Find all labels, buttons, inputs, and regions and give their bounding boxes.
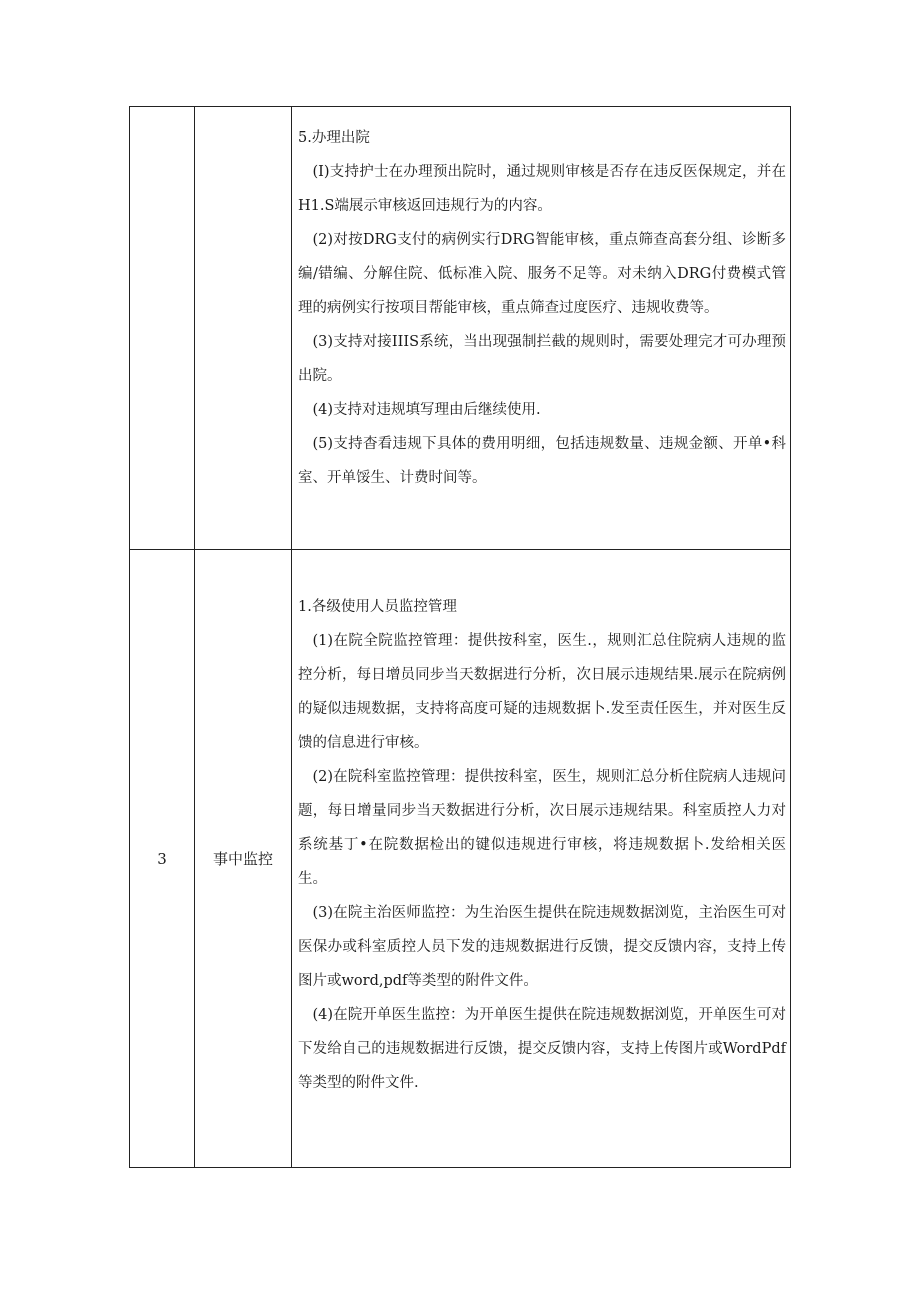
row-number-cell [130,107,195,550]
row-category-cell [195,107,292,550]
list-item: (1)在院全院监控管理：提供按科室，医生.，规则汇总住院病人违规的监控分析，每日增员同步当天数据进行分析，次日展示违规结果.展示在院病例的疑似违规数据，支持将高度可疑的违规数据卜.发至责任医生，并对医生反馈的信息进行审核。 [298,633,786,751]
table-row [130,550,791,1168]
row-number-cell: 3 [130,550,195,1168]
list-item: (2)对按DRG支付的病例实行DRG智能审核，重点筛查高套分组、诊断多编/错编、分解住院、低标准入院、服务不足等。对未纳入DRG付费模式管理的病例实行按项目帮能审核，重点筛查过度医疗、违规收费等。 [298,232,786,316]
list-item: (I)支持护士在办理预出院时，通过规则审核是否存在违反医保规定，并在H1.S端展示审核返回违规行为的内容。 [298,164,786,214]
row-content-cell [292,550,791,1168]
row-category-cell: 事中监控 [195,550,292,1168]
table-row [130,107,791,550]
section-heading: 5.办理出院 [298,130,370,146]
list-item: (2)在院科室监控管理：提供按科室，医生，规则汇总分析住院病人违规问题，每日增量同步当天数据进行分析，次日展示违规结果。科室质控人力对系统基丁•在院数据检出的键似违规进行审核，将违规数据卜.发给相关医生。 [298,769,786,887]
section-heading: 1.各级使用人员监控管理 [298,599,457,615]
list-item: (3)在院主治医师监控：为生治医生提供在院违规数据浏览，主治医生可对医保办或科室质控人员下发的违规数据进行反馈，提交反馈内容，支持上传图片或word,pdf等类型的附件文件。 [298,905,786,989]
list-item: (3)支持对接IIIS系统，当出现强制拦截的规则时，需要处理完才可办理预出院。 [298,334,786,384]
requirements-table [129,106,791,1168]
list-item: (4)支持对违规填写理由后继续使用. [312,402,541,418]
row-content-cell [292,107,791,550]
list-item: (5)支持杳看违规下具体的费用明细，包括违规数量、违规金额、开单•科室、开单馁生、计费时间等。 [298,436,786,486]
list-item: (4)在院开单医生监控：为开单医生提供在院违规数据浏览，开单医生可对下发给自己的违规数据进行反馈，提交反馈内容，支持上传图片或WordPdf等类型的附件文件. [298,1007,786,1091]
